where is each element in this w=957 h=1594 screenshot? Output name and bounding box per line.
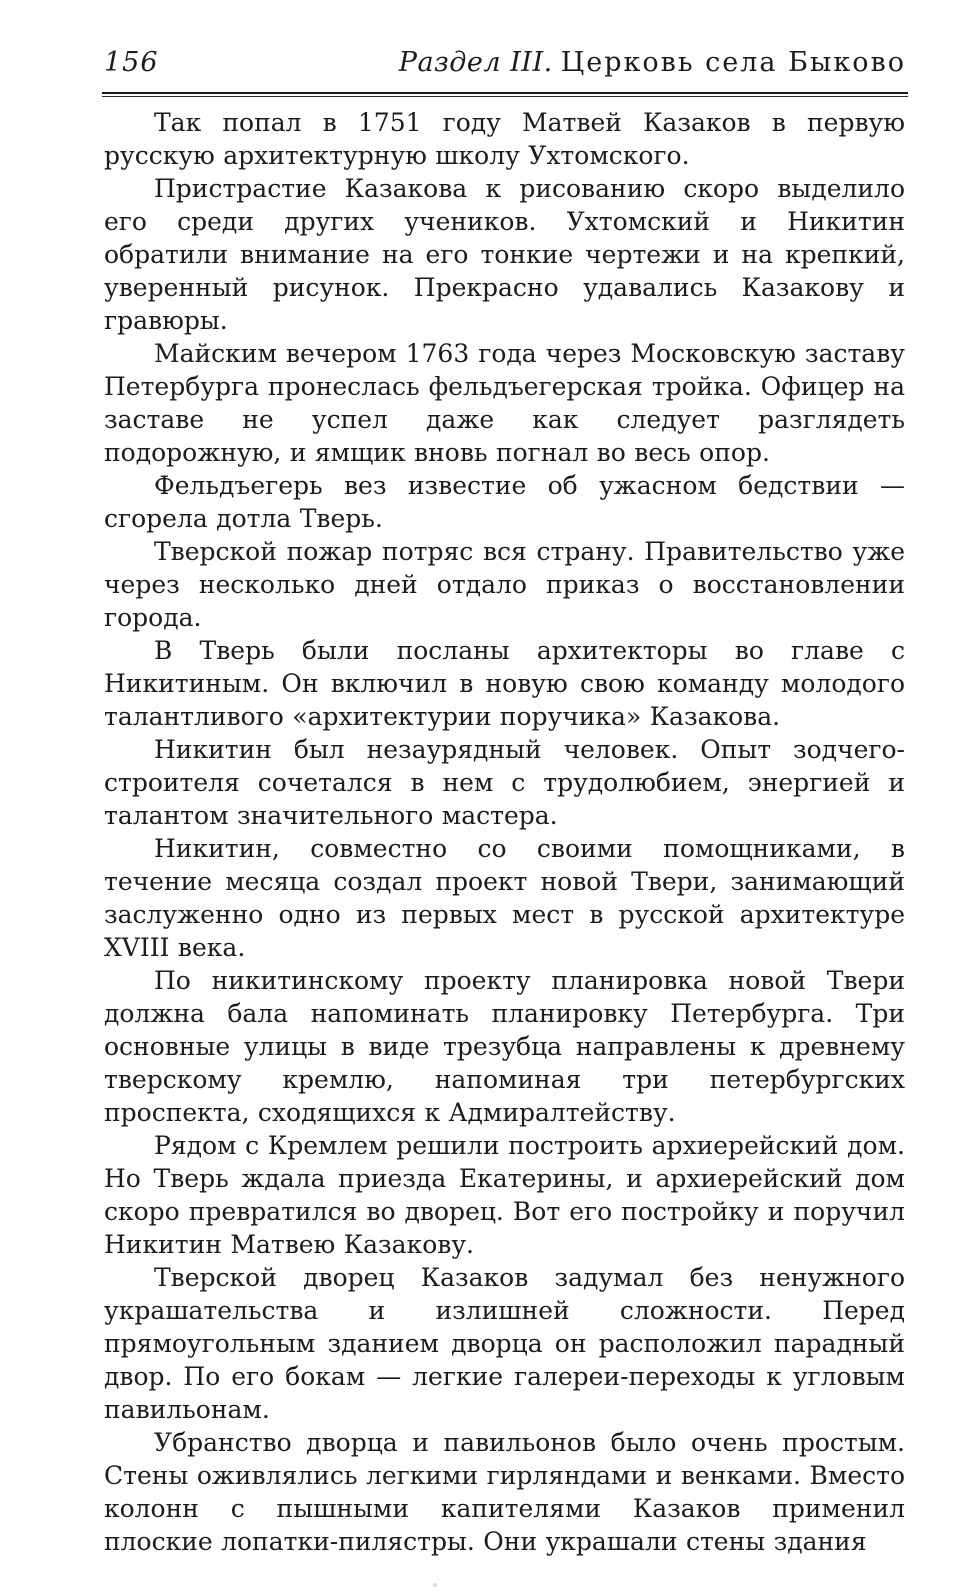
page-body (104, 106, 905, 1558)
section-title: Церковь села Быково (560, 47, 906, 78)
paragraph: Рядом с Кремлем решили построить архиерейский дом. Но Тверь ждала приезда Екатерины, и архиерейский дом скоро превратился во дворец. Вот его постройку и поручил Никитин Матвею Казакову. (104, 1131, 905, 1259)
paragraph: Убранство дворца и павильонов было очень простым. Стены оживлялись легкими гирляндами и венками. Вместо колонн с пышными капителями Казаков применил плоские лопатки-пилястры. Они украшали стены здания (104, 1428, 905, 1556)
paragraph: Тверской пожар потряс вся страну. Правительство уже через несколько дней отдало приказ о восстановлении города. (104, 537, 905, 632)
paragraph: По никитинскому проекту планировка новой Твери должна бала напоминать планировку Петербурга. Три основные улицы в виде трезубца направлены к древнему тверскому кремлю, напоминая три петербургских проспекта, сходящихся к Адмиралтейству. (104, 966, 905, 1127)
paragraph: Фельдъегерь вез известие об ужасном бедствии — сгорела дотла Тверь. (104, 471, 905, 533)
paragraph: Пристрастие Казакова к рисованию скоро выделило его среди других учеников. Ухтомский и Никитин обратили внимание на его тонкие чертежи и на крепкий, уверенный рисунок. Прекрасно удавались Казакову и гравюры. (104, 174, 905, 335)
paragraph: Майским вечером 1763 года через Московскую заставу Петербурга пронеслась фельдъегерская тройка. Офицер на заставе не успел даже как следует разглядеть подорожную, и ямщик вновь погнал во весь опор. (104, 339, 905, 467)
running-title (399, 48, 906, 78)
paragraph: Никитин был незаурядный человек. Опыт зодчего-строителя сочетался в нем с трудолюбием, энергией и талантом значительного мастера. (104, 735, 905, 830)
header-rule (102, 92, 908, 97)
page-number: 156 (104, 47, 159, 78)
paragraph: Никитин, совместно со своими помощниками, в течение месяца создал проект новой Твери, занимающий заслуженно одно из первых мест в русской архитектуре XVIII века. (104, 834, 905, 962)
paragraph: Тверской дворец Казаков задумал без ненужного украшательства и излишней сложности. Перед прямоугольным зданием дворца он расположил парадный двор. По его бокам — легкие галереи-переходы к угловым павильонам. (104, 1263, 905, 1424)
section-label: Раздел III. (398, 47, 553, 78)
scan-artifact-dot (433, 1583, 437, 1587)
paragraph: Так попал в 1751 году Матвей Казаков в первую русскую архитектурную школу Ухтомского. (104, 108, 905, 170)
paragraph: В Тверь были посланы архитекторы во главе с Никитиным. Он включил в новую свою команду молодого талантливого «архитектурии поручика» Казакова. (104, 636, 905, 731)
running-header (104, 48, 906, 78)
